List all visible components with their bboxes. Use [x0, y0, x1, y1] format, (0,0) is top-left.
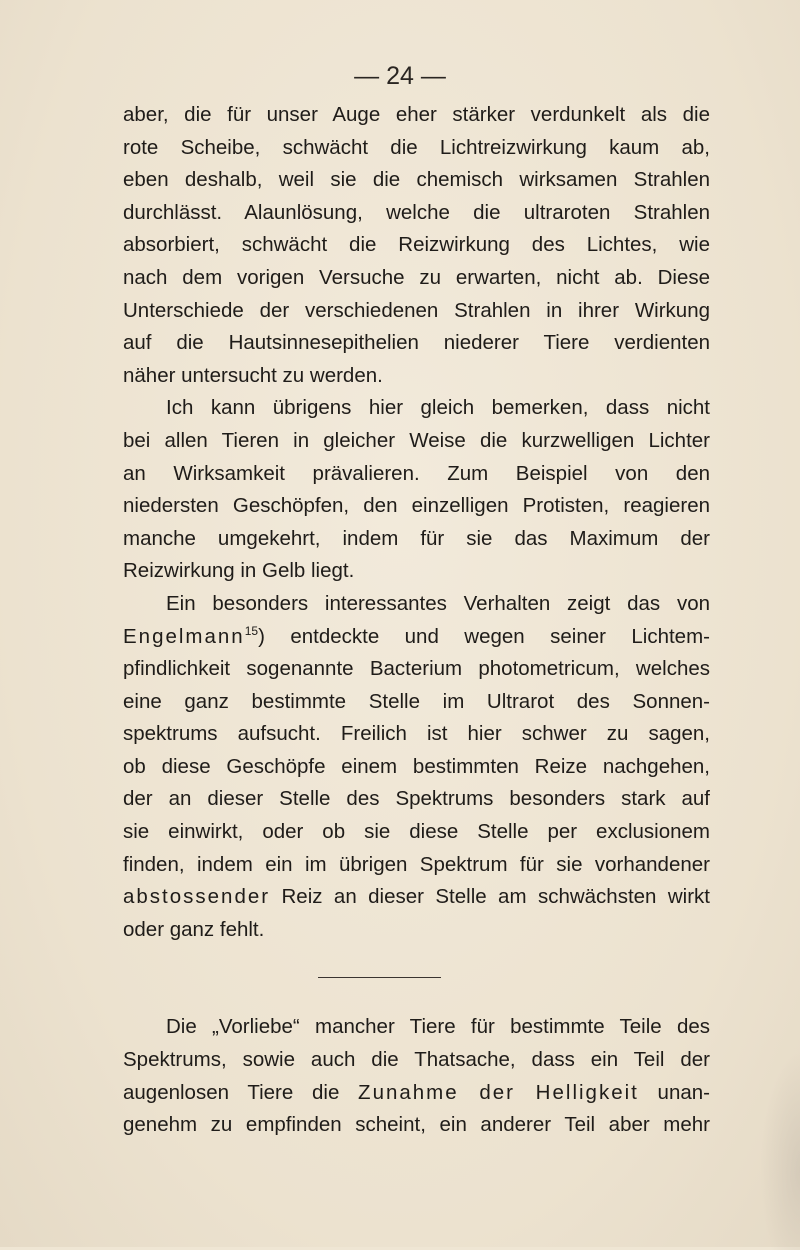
- emphasized-word: abstossender: [123, 885, 271, 909]
- text-fragment: ) entdeckte und wegen seiner Lichtem-: [258, 624, 710, 648]
- text-line: oder ganz fehlt.: [123, 917, 265, 941]
- text-fragment: augenlosen Tiere die: [123, 1080, 359, 1104]
- paragraph-4: [123, 1011, 710, 1141]
- section-divider: [123, 946, 710, 1011]
- text-line: [123, 621, 710, 654]
- text-line: [123, 1077, 710, 1110]
- text-line: rote Scheibe, schwächt die Lichtreizwirkung kaum ab,: [123, 135, 710, 159]
- text-line: eben deshalb, weil sie die chemisch wirksamen Strahlen: [123, 168, 710, 192]
- page-body: [123, 99, 710, 1142]
- text-line: durchlässt. Alaunlösung, welche die ultraroten Strahlen: [123, 200, 710, 224]
- divider-rule: [318, 977, 441, 978]
- text-line: Reizwirkung in Gelb liegt.: [123, 559, 355, 583]
- author-name: Engelmann: [123, 624, 245, 648]
- text-line: manche umgekehrt, indem für sie das Maximum der: [123, 526, 710, 550]
- text-line: der an dieser Stelle des Spektrums besonders stark auf: [123, 787, 710, 811]
- text-line: Ich kann übrigens hier gleich bemerken, dass nicht: [166, 396, 710, 420]
- text-line: Unterschiede der verschiedenen Strahlen in ihrer Wirkung: [123, 298, 710, 322]
- text-fragment: Reiz an dieser Stelle am schwächsten wirkt: [270, 885, 710, 909]
- text-line: pfindlichkeit sogenannte Bacterium photometricum, welches: [123, 657, 710, 681]
- text-line: aber, die für unser Auge eher stärker verdunkelt als die: [123, 103, 710, 126]
- text-line: näher untersucht zu werden.: [123, 363, 383, 387]
- page-number: — 24 —: [354, 62, 446, 90]
- text-line: Die „Vorliebe“ mancher Tiere für bestimmte Teile des: [166, 1015, 710, 1039]
- text-line: Ein besonders interessantes Verhalten zeigt das von: [166, 591, 710, 615]
- text-line: spektrums aufsucht. Freilich ist hier schwer zu sagen,: [123, 722, 710, 746]
- footnote-reference: 15: [244, 623, 259, 638]
- text-line: absorbiert, schwächt die Reizwirkung des Lichtes, wie: [123, 233, 710, 257]
- paper-stain: [760, 1050, 800, 1250]
- text-line: sie einwirkt, oder ob sie diese Stelle per exclusionem: [123, 820, 710, 844]
- paragraph-3: [123, 588, 710, 947]
- emphasized-phrase: Zunahme der Helligkeit: [358, 1080, 639, 1104]
- text-line: nach dem vorigen Versuche zu erwarten, nicht ab. Diese: [123, 265, 710, 289]
- text-line: an Wirksamkeit prävalieren. Zum Beispiel von den: [123, 461, 710, 485]
- text-line: eine ganz bestimmte Stelle im Ultrarot des Sonnen-: [123, 689, 710, 713]
- text-line: niedersten Geschöpfen, den einzelligen Protisten, reagieren: [123, 494, 710, 518]
- text-line: [123, 881, 710, 914]
- paragraph-1: [123, 99, 710, 392]
- text-fragment: unan-: [638, 1080, 710, 1104]
- text-line: genehm zu empfinden scheint, ein anderer Teil aber mehr: [123, 1113, 710, 1137]
- text-line: finden, indem ein im übrigen Spektrum für sie vorhandener: [123, 852, 710, 876]
- text-line: bei allen Tieren in gleicher Weise die kurzwelligen Lichter: [123, 428, 710, 452]
- text-line: auf die Hautsinnesepithelien niederer Tiere verdienten: [123, 331, 710, 355]
- paragraph-2: [123, 392, 710, 588]
- text-line: ob diese Geschöpfe einem bestimmten Reize nachgehen,: [123, 754, 710, 778]
- text-line: Spektrums, sowie auch die Thatsache, dass ein Teil der: [123, 1048, 710, 1072]
